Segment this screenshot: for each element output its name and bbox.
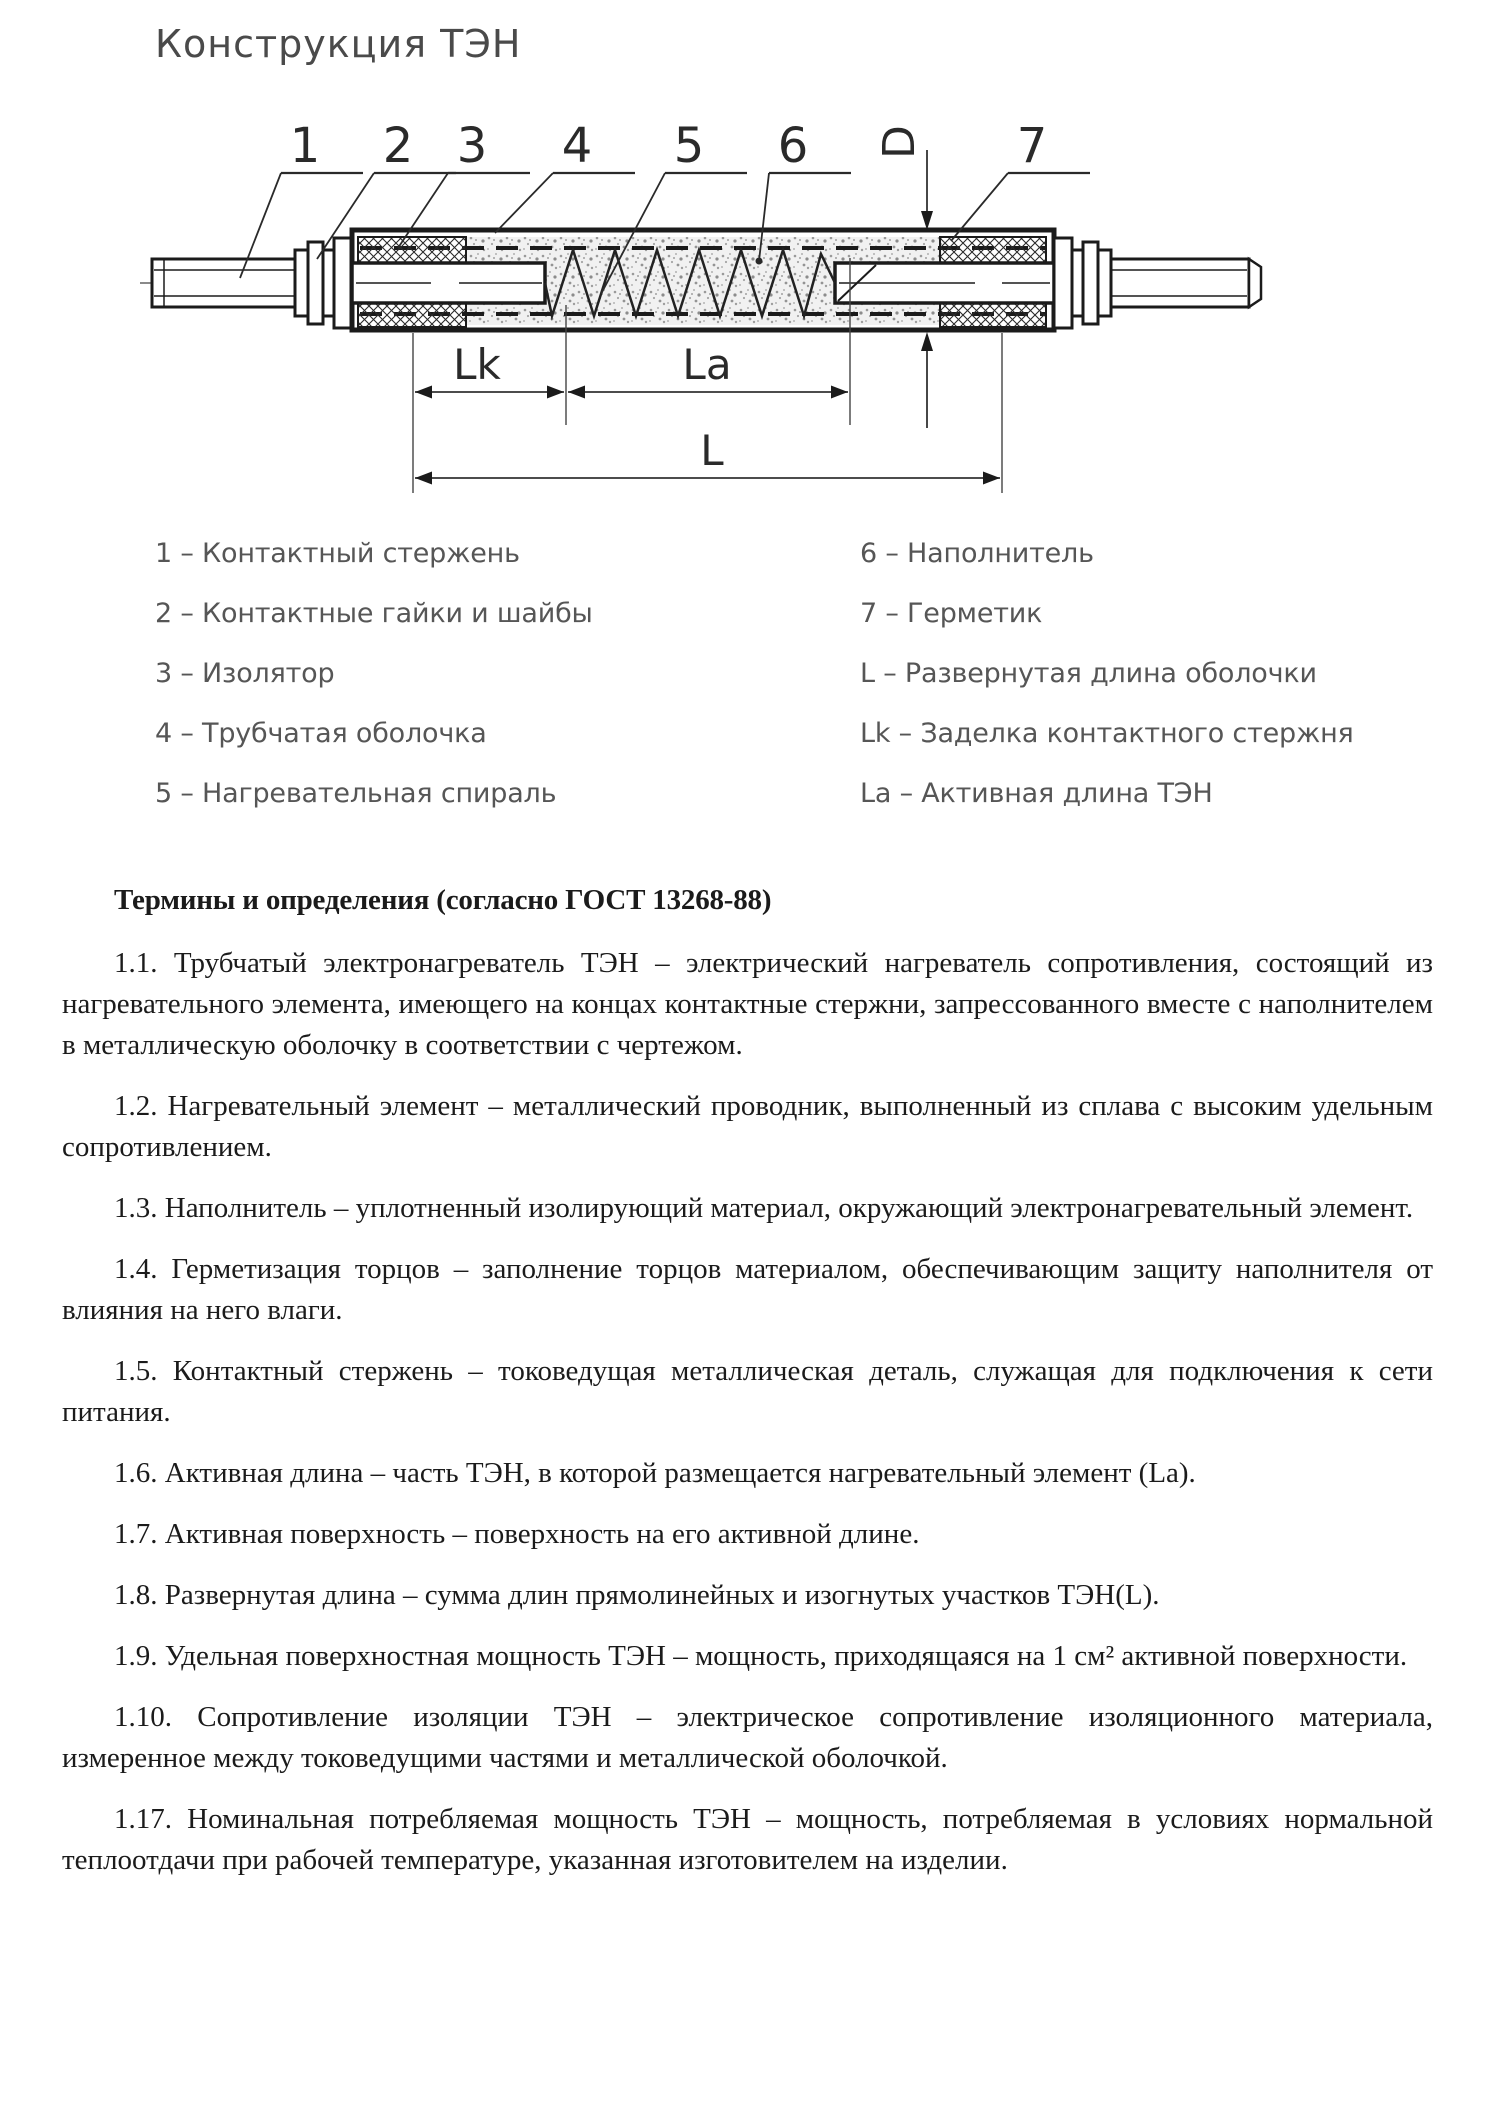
callout-7-label: 7 [1016, 118, 1048, 174]
callout-4 [495, 118, 635, 233]
term-paragraph-1-9: 1.9. Удельная поверхностная мощность ТЭН – мощность, приходящаяся на 1 см² активной поверхности. [114, 1640, 1408, 1672]
callout-7 [951, 118, 1090, 241]
legend-item-1: 1 – Контактный стержень [155, 538, 520, 569]
legend-item-Lk: Lk – Заделка контактного стержня [860, 718, 1354, 749]
legend-item-L: L – Развернутая длина оболочки [860, 658, 1317, 689]
term-paragraph-1-5: 1.5. Контактный стержень – токоведущая металлическая деталь, служащая для подключения к сети питания. [62, 1355, 1433, 1428]
callout-3-label: 3 [456, 118, 488, 174]
contact-rod-right [1111, 259, 1261, 307]
dimension-la [568, 340, 848, 399]
legend-column-left [155, 524, 593, 824]
callout-5-label: 5 [673, 118, 705, 174]
dimension-d-label: D [874, 125, 925, 159]
callout-6-label: 6 [777, 118, 809, 174]
callout-4-label: 4 [561, 118, 593, 174]
term-paragraph-1-4: 1.4. Герметизация торцов – заполнение торцов материалом, обеспечивающим защиту наполнителя от влияния на него влаги. [62, 1253, 1433, 1326]
terms-section [62, 884, 1433, 1901]
callout-1-label: 1 [289, 118, 321, 174]
legend-item-4: 4 – Трубчатая оболочка [155, 718, 487, 749]
callout-2-label: 2 [382, 118, 414, 174]
terms-heading: Термины и определения (согласно ГОСТ 13268-88) [114, 884, 772, 916]
contact-nuts-left [295, 238, 352, 328]
term-paragraph-1-6: 1.6. Активная длина – часть ТЭН, в которой размещается нагревательный элемент (La). [114, 1457, 1196, 1489]
legend-item-7: 7 – Герметик [860, 598, 1043, 629]
rod-sleeve-right [835, 263, 1054, 303]
contact-nuts-right [1054, 238, 1111, 328]
term-paragraph-1-17: 1.17. Номинальная потребляемая мощность ТЭН – мощность, потребляемая в условиях нормальной теплоотдачи при рабочей температуре, указанная изготовителем на изделии. [62, 1803, 1433, 1876]
dimension-lk-label: Lk [453, 340, 501, 389]
term-paragraph-1-2: 1.2. Нагревательный элемент – металлический проводник, выполненный из сплава с высоким удельным сопротивлением. [62, 1090, 1433, 1163]
dimension-l-label: L [700, 426, 724, 475]
term-paragraph-1-1: 1.1. Трубчатый электронагреватель ТЭН – электрический нагреватель сопротивления, состоящий из нагревательного элемента, имеющего на концах контактные стержни, запрессованного вместе с наполнителем в металлическую оболочку в соответствии с чертежом. [62, 947, 1433, 1061]
legend-item-5: 5 – Нагревательная спираль [155, 778, 557, 809]
term-paragraph-1-3: 1.3. Наполнитель – уплотненный изолирующий материал, окружающий электронагревательный элемент. [114, 1192, 1414, 1224]
legend-item-3: 3 – Изолятор [155, 658, 335, 689]
term-paragraph-1-8: 1.8. Развернутая длина – сумма длин прямолинейных и изогнутых участков ТЭН(L). [114, 1579, 1160, 1611]
ten-construction-diagram [0, 0, 1493, 530]
legend-item-La: La – Активная длина ТЭН [860, 778, 1213, 809]
legend-column-right [860, 524, 1354, 824]
dimension-l [415, 426, 1000, 485]
dimension-la-label: La [682, 340, 732, 389]
legend-item-2: 2 – Контактные гайки и шайбы [155, 598, 593, 629]
dimension-lk [415, 340, 564, 399]
diagram-title: Конструкция ТЭН [155, 22, 522, 66]
term-paragraph-1-7: 1.7. Активная поверхность – поверхность на его активной длине. [114, 1518, 920, 1550]
contact-rod-left [152, 259, 295, 307]
term-paragraph-1-10: 1.10. Сопротивление изоляции ТЭН – электрическое сопротивление изоляционного материала, измеренное между токоведущими частями и металлической оболочкой. [62, 1701, 1433, 1774]
rod-sleeve-left [352, 263, 545, 303]
legend-item-6: 6 – Наполнитель [860, 538, 1094, 569]
